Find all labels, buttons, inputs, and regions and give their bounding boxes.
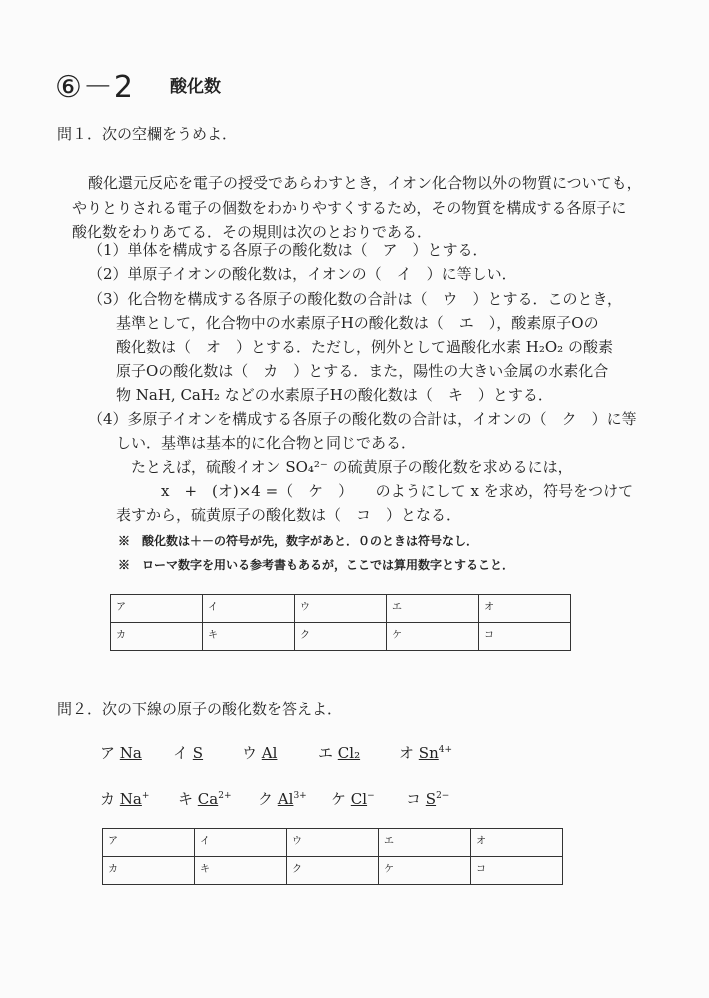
note-1: ※ 酸化数は＋－の符号が先，数字があと．０のときは符号なし． bbox=[118, 534, 479, 548]
answer-cell[interactable]: エ bbox=[387, 595, 479, 623]
answer-cell[interactable]: イ bbox=[195, 829, 287, 857]
item-ku: ク $Al^{3+}$ bbox=[258, 790, 307, 808]
example-equation: x + (オ)×4 =（ ケ ） のようにして x を求め，符号をつけて bbox=[161, 482, 634, 500]
rule-3-line-4: 原子Oの酸化数は（ カ ）とする．また，陽性の大きい金属の水素化合 bbox=[116, 362, 609, 380]
section-number: ⑥－2 bbox=[55, 70, 134, 105]
answer-cell[interactable]: ク bbox=[287, 857, 379, 885]
question-1-label: 問１．次の空欄をうめよ． bbox=[57, 125, 238, 143]
note-2: ※ ローマ数字を用いる参考書もあるが，ここでは算用数字とすること． bbox=[118, 558, 515, 572]
answer-cell[interactable]: ア bbox=[111, 595, 203, 623]
answer-cell[interactable]: ケ bbox=[379, 857, 471, 885]
rule-1: （1）単体を構成する各原子の酸化数は（ ア ）とする． bbox=[88, 241, 488, 259]
example-line-1: たとえば，硫酸イオン SO₄²⁻ の硫黄原子の酸化数を求めるには， bbox=[131, 458, 573, 476]
question-2-label: 問２．次の下線の原子の酸化数を答えよ． bbox=[57, 700, 343, 718]
answer-cell[interactable]: ク bbox=[295, 623, 387, 651]
rule-3-line-1: （3）化合物を構成する各原子の酸化数の合計は（ ウ ）とする．このとき， bbox=[88, 290, 622, 308]
answer-table-1 bbox=[110, 594, 571, 651]
rule-2: （2）単原子イオンの酸化数は，イオンの（ イ ）に等しい． bbox=[88, 265, 517, 283]
answer-cell[interactable]: オ bbox=[471, 829, 563, 857]
answer-cell[interactable]: キ bbox=[203, 623, 295, 651]
answer-cell[interactable]: ア bbox=[103, 829, 195, 857]
item-ki: キ $Ca^{2+}$ bbox=[178, 790, 232, 808]
item-i: イ S bbox=[173, 744, 204, 762]
example-line-3: 表すから，硫黄原子の酸化数は（ コ ）となる． bbox=[116, 506, 462, 524]
answer-cell[interactable]: エ bbox=[379, 829, 471, 857]
rule-3-line-3: 酸化数は（ オ ）とする．ただし，例外として過酸化水素 H₂O₂ の酸素 bbox=[116, 338, 613, 356]
answer-cell[interactable]: ウ bbox=[295, 595, 387, 623]
item-u: ウ Al bbox=[242, 744, 278, 762]
answer-cell[interactable]: イ bbox=[203, 595, 295, 623]
item-e: エ Cl₂ bbox=[318, 744, 361, 762]
rule-4-line-2: しい．基準は基本的に化合物と同じである． bbox=[116, 434, 417, 452]
item-a: ア Na bbox=[100, 744, 142, 762]
answer-cell[interactable]: カ bbox=[111, 623, 203, 651]
answer-table-2 bbox=[102, 828, 563, 885]
item-ke: ケ Cl− bbox=[331, 790, 375, 808]
section-title: 酸化数 bbox=[170, 77, 221, 97]
answer-cell[interactable]: カ bbox=[103, 857, 195, 885]
answer-cell[interactable]: コ bbox=[479, 623, 571, 651]
answer-cell[interactable]: ウ bbox=[287, 829, 379, 857]
item-ko: コ $S^{2-}$ bbox=[406, 790, 450, 808]
intro-line-2: やりとりされる電子の個数をわかりやすくするため，その物質を構成する各原子に bbox=[72, 199, 627, 217]
rule-3-line-2: 基準として，化合物中の水素原子Hの酸化数は（ エ ），酸素原子Oの bbox=[116, 314, 599, 332]
rule-4-line-1: （4）多原子イオンを構成する各原子の酸化数の合計は，イオンの（ ク ）に等 bbox=[88, 410, 637, 428]
item-ka: カ Na+ bbox=[100, 790, 150, 808]
answer-cell[interactable]: ケ bbox=[387, 623, 479, 651]
answer-cell[interactable]: コ bbox=[471, 857, 563, 885]
intro-line-1: 酸化還元反応を電子の授受であらわすとき，イオン化合物以外の物質についても， bbox=[88, 174, 642, 192]
intro-line-3: 酸化数をわりあてる．その規則は次のとおりである． bbox=[72, 223, 433, 241]
answer-cell[interactable]: オ bbox=[479, 595, 571, 623]
item-o: オ $Sn^{4+}$ bbox=[399, 744, 453, 762]
answer-cell[interactable]: キ bbox=[195, 857, 287, 885]
rule-3-line-5: 物 NaH, CaH₂ などの水素原子Hの酸化数は（ キ ）とする． bbox=[116, 386, 553, 404]
